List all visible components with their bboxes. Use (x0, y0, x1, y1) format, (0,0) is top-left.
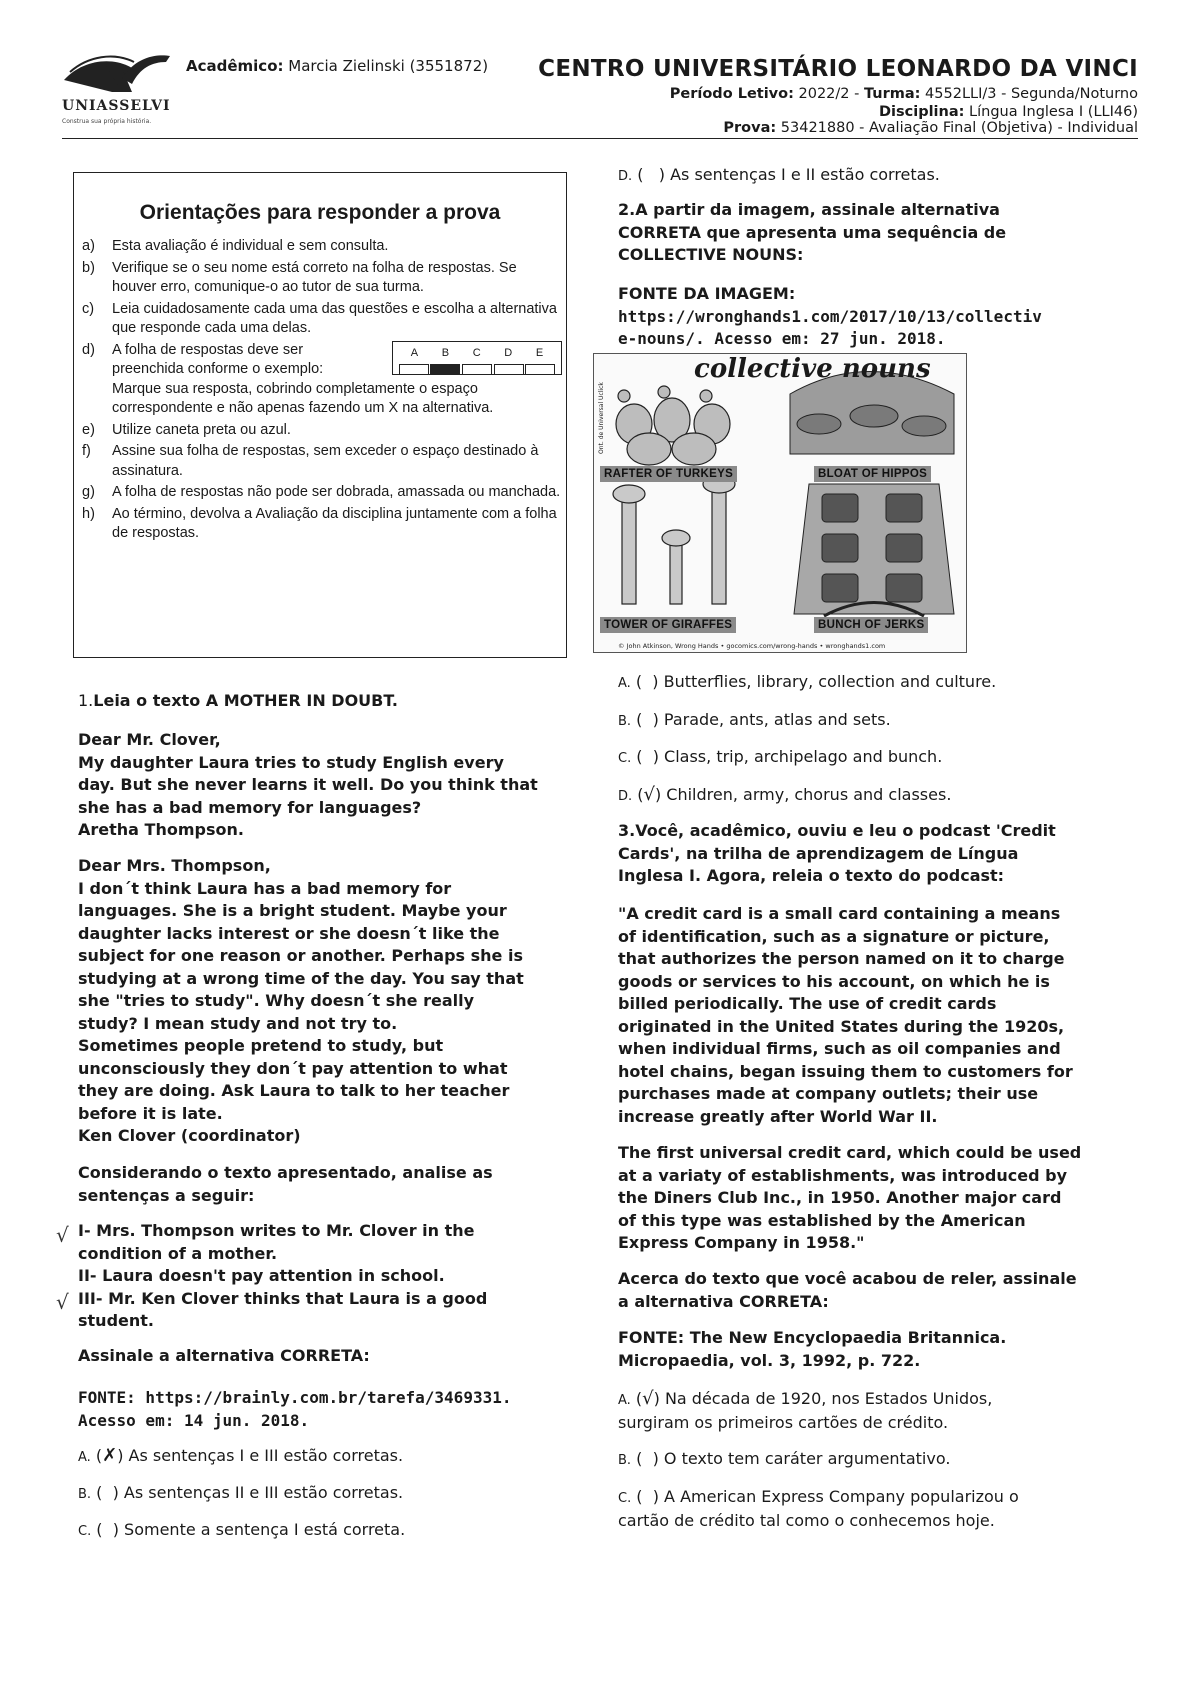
q3-prompt (618, 820, 1138, 888)
q1-source (78, 1387, 511, 1432)
option-text: Somente a sentença I está correta. (124, 1520, 406, 1539)
text-line: Dear Mrs. Thompson, (78, 856, 271, 875)
answer-sample (392, 341, 562, 375)
exam-line (723, 120, 1138, 136)
instruction-text: preenchida conforme o exemplo: (112, 361, 324, 377)
text-line: Sometimes people pretend to study, but (78, 1036, 444, 1055)
text-line: I don´t think Laura has a bad memory for (78, 878, 452, 898)
discipline-line (879, 104, 1138, 120)
q3-quote-2 (618, 1142, 1163, 1255)
text-line: Express Company in 1958." (618, 1233, 865, 1252)
instruction-key: f) (82, 443, 91, 459)
text-line: purchases made at company outlets; their use (618, 1084, 1039, 1103)
q2-option-c[interactable]: C. ( ) Class, trip, archipelago and bunch. (618, 747, 943, 766)
header-divider (62, 138, 1138, 139)
instruction-text: Ao término, devolva a Avaliação da disciplina juntamente com a folha de respostas. (112, 505, 557, 541)
exam-label: Prova: (723, 120, 777, 136)
q2-source (618, 283, 1158, 351)
cartoon-label: BUNCH OF JERKS (814, 617, 928, 633)
instruction-key: a) (82, 238, 95, 254)
q3-option-a[interactable]: A. (√) Na década de 1920, nos Estados Unidos, surgiram os primeiros cartões de crédito. (618, 1388, 993, 1432)
option-letter: A. (618, 676, 631, 691)
text-line: Micropaedia, vol. 3, 1992, p. 722. (618, 1350, 921, 1370)
option-text: cartão de crédito tal como o conhecemos hoje. (618, 1511, 995, 1530)
text-line: at a variaty of establishments, was introduced by (618, 1165, 1068, 1185)
instruction-text: A folha de respostas deve ser (112, 341, 304, 358)
cartoon-label: TOWER OF GIRAFFES (600, 617, 736, 633)
check-mark-icon: √ (56, 1223, 69, 1247)
text-line: languages. She is a bright student. Maybe your (78, 901, 507, 920)
logo-slogan: Construa sua própria história. (62, 118, 152, 125)
instruction-text: A folha de respostas não pode ser dobrada, amassada ou manchada. (112, 484, 561, 500)
instruction-item (82, 442, 562, 481)
q1-sentence-1 (78, 1220, 598, 1265)
instruction-item (82, 300, 562, 339)
cartoon-credit: © John Atkinson, Wrong Hands • gocomics.com/wrong-hands • wronghands1.com (618, 642, 886, 650)
q3-quote-1 (618, 903, 1163, 1128)
logo-name: UNIASSELVI (62, 98, 171, 114)
text-line: sentenças a seguir: (78, 1185, 255, 1205)
check-mark-icon: √ (642, 1388, 654, 1409)
sample-box (399, 364, 429, 375)
instruction-key: c) (82, 300, 95, 317)
q2-option-b[interactable]: B. ( ) Parade, ants, atlas and sets. (618, 710, 891, 729)
cartoon-illustration (594, 354, 968, 654)
instruction-key: e) (82, 421, 95, 438)
text-line: Dear Mr. Clover, (78, 730, 221, 749)
option-letter: C. (618, 751, 632, 766)
text-line: she "tries to study". Why doesn´t she really (78, 991, 475, 1010)
option-text: As sentenças I e II estão corretas. (670, 165, 940, 184)
text-line: daughter lacks interest or she doesn´t like the (78, 923, 500, 943)
q3-option-b[interactable]: B. ( ) O texto tem caráter argumentativo. (618, 1449, 951, 1468)
uniasselvi-logo (62, 50, 182, 130)
q2-option-a[interactable]: A. ( ) Butterflies, library, collection and culture. (618, 672, 997, 691)
text-line: unconsciously they don´t pay attention to what (78, 1058, 508, 1078)
text-line: Acerca do texto que você acabou de reler, assinale (618, 1269, 1077, 1288)
q1-option-b[interactable]: B. ( ) As sentenças II e III estão corretas. (78, 1483, 404, 1502)
option-text: Na década de 1920, nos Estados Unidos, (664, 1389, 993, 1408)
student-value: Marcia Zielinski (3551872) (288, 57, 489, 75)
text-line: before it is late. (78, 1103, 223, 1123)
text-line: The first universal credit card, which could be used (618, 1143, 1082, 1162)
text-line: e-nouns/. Acesso em: 27 jun. 2018. (618, 329, 946, 348)
period-line: Período Letivo: 2022/2 - Turma: 4552LLI/3 - Segunda/Noturno (669, 86, 1138, 102)
q1-option-c[interactable]: C. ( ) Somente a sentença I está correta. (78, 1520, 406, 1539)
logo-mark-icon (62, 50, 172, 96)
answer-sample-letters (393, 342, 561, 364)
text-line: Acesso em: 14 jun. 2018. (78, 1410, 310, 1430)
option-text: As sentenças II e III estão corretas. (123, 1483, 404, 1502)
student-line (186, 57, 488, 75)
instruction-text: Utilize caneta preta ou azul. (112, 421, 291, 438)
q1-letter-2 (78, 855, 598, 1148)
instruction-item (82, 259, 562, 298)
text-line: FONTE DA IMAGEM: (618, 284, 796, 303)
sample-letter: B (441, 346, 450, 359)
text-line: they are doing. Ask Laura to talk to her teacher (78, 1081, 510, 1100)
instruction-text: Verifique se o seu nome está correto na folha de respostas. Se houver erro, comunique-o ao tutor de sua turma. (112, 259, 517, 295)
text-line: the Diners Club Inc., in 1950. Another major card (618, 1188, 1062, 1207)
q1-option-d[interactable]: D. ( ) As sentenças I e II estão corretas. (618, 165, 940, 184)
text-line: that authorizes the person named on it to charge (618, 949, 1065, 968)
cartoon-label: BLOAT OF HIPPOS (814, 466, 931, 482)
instruction-item (82, 505, 562, 544)
period-label: Período Letivo: (669, 86, 794, 102)
option-text: Class, trip, archipelago and bunch. (664, 747, 943, 766)
text-line: condition of a mother. (78, 1243, 278, 1263)
text-line: FONTE: The New Encyclopaedia Britannica. (618, 1328, 1007, 1347)
option-letter: C. (78, 1524, 92, 1539)
text-line: My daughter Laura tries to study English every (78, 752, 504, 772)
sample-letter: D (504, 346, 513, 359)
option-text: Butterflies, library, collection and culture. (663, 672, 997, 691)
q1-title-prefix: Leia o texto (93, 691, 206, 710)
class-value: 4552LLI/3 - Segunda/Noturno (925, 86, 1138, 102)
period-value: 2022/2 (798, 86, 850, 102)
instruction-text: Esta avaliação é individual e sem consulta. (112, 238, 389, 254)
discipline-label: Disciplina: (879, 104, 965, 120)
text-line: billed periodically. The use of credit cards (618, 994, 997, 1013)
sample-box (494, 364, 524, 375)
text-line: of identification, such as a signature or picture, (618, 926, 1050, 946)
q1-title-bold: A MOTHER IN DOUBT. (205, 691, 398, 710)
text-line: she has a bad memory for languages? (78, 797, 422, 817)
text-line: a alternativa CORRETA: (618, 1291, 829, 1311)
text-line: day. But she never learns it well. Do you think that (78, 775, 538, 794)
text-line: subject for one reason or another. Perhaps she is (78, 946, 523, 965)
sample-letter: A (410, 346, 419, 359)
sample-letter: E (535, 346, 544, 359)
option-letter: D. (618, 169, 633, 184)
instructions-box (73, 172, 567, 658)
q2-option-d[interactable]: D. (√) Children, army, chorus and classes. (618, 784, 952, 805)
text-line: hotel chains, began issuing them to customers for (618, 1061, 1073, 1081)
check-mark-icon: √ (643, 784, 655, 805)
text-line: Aretha Thompson. (78, 820, 244, 839)
text-line: study? I mean study and not try to. (78, 1013, 398, 1033)
option-text: Parade, ants, atlas and sets. (663, 710, 891, 729)
q1-sentence-2 (78, 1265, 598, 1288)
option-letter: A. (618, 1393, 631, 1408)
q3-instruction (618, 1268, 1163, 1313)
q1-letter-1 (78, 729, 598, 842)
option-text: surgiram os primeiros cartões de crédito. (618, 1413, 949, 1432)
instruction-text: Leia cuidadosamente cada uma das questões e escolha a alternativa que responde cada uma delas. (112, 300, 557, 336)
sample-box (525, 364, 555, 375)
instructions-list (82, 237, 562, 546)
instruction-key: d) (82, 341, 95, 358)
option-text: Children, army, chorus and classes. (666, 785, 952, 804)
instruction-item (82, 341, 562, 419)
text-line: Considerando o texto apresentado, analise as (78, 1163, 493, 1182)
q1-option-a[interactable]: A. (✗) As sentenças I e III estão corretas. (78, 1445, 404, 1466)
text-line: student. (78, 1311, 154, 1330)
instructions-title: Orientações para responder a prova (139, 201, 501, 224)
instruction-key: h) (82, 505, 95, 522)
option-text: A American Express Company popularizou o (664, 1487, 1019, 1506)
option-letter: B. (618, 714, 632, 729)
text-line: A partir da imagem, assinale alternativa (635, 200, 1000, 219)
instruction-item (82, 421, 562, 441)
text-line: CORRETA que apresenta uma sequência de (618, 222, 1007, 242)
x-mark-icon: ✗ (102, 1445, 118, 1466)
text-line: Inglesa I. Agora, releia o texto do podcast: (618, 866, 1005, 885)
text-line: Cards', na trilha de aprendizagem de Língua (618, 843, 1019, 863)
instruction-text: Marque sua resposta, cobrindo completamente o espaço correspondente e não apenas fazendo um X na alternativa. (112, 380, 494, 416)
institution-name: CENTRO UNIVERSITÁRIO LEONARDO DA VINCI (538, 56, 1138, 82)
class-label: Turma: (863, 86, 921, 102)
cartoon-side-text: Ont. de Universal Uclick (598, 382, 605, 454)
q2-prompt (618, 199, 1138, 267)
text-line: Ken Clover (coordinator) (78, 1126, 301, 1145)
text-line: "A credit card is a small card containing a means (618, 904, 1061, 923)
option-letter: D. (618, 789, 633, 804)
q1-sentences (78, 1220, 598, 1333)
text-line: II- Laura doesn't pay attention in school. (78, 1266, 445, 1285)
exam-value: 53421880 - Avaliação Final (Objetiva) - Individual (780, 120, 1138, 136)
sample-box (462, 364, 492, 375)
q3-option-c[interactable]: C. ( ) A American Express Company popularizou o cartão de crédito tal como o conhecemos hoje. (618, 1487, 1019, 1530)
sample-letter: C (472, 346, 481, 359)
text-line: originated in the United States during the 1920s, (618, 1016, 1065, 1036)
option-text: O texto tem caráter argumentativo. (663, 1449, 951, 1468)
option-letter: B. (618, 1453, 632, 1468)
text-line: I- Mrs. Thompson writes to Mr. Clover in the (78, 1221, 475, 1240)
discipline-value: Língua Inglesa I (LLI46) (969, 104, 1138, 120)
text-line: of this type was established by the American (618, 1210, 1026, 1230)
instruction-text: Assine sua folha de respostas, sem exceder o espaço destinado à assinatura. (112, 443, 539, 479)
q1-number: 1. (78, 691, 94, 710)
check-mark-icon: √ (56, 1290, 69, 1314)
text-line: III- Mr. Ken Clover thinks that Laura is a good (78, 1288, 488, 1308)
text-line: goods or services to his account, on which he is (618, 971, 1050, 991)
q2-number: 2. (618, 200, 636, 219)
text-line: COLLECTIVE NOUNS: (618, 245, 804, 264)
q1-prompt (78, 1162, 598, 1207)
text-line: increase greatly after World War II. (618, 1106, 938, 1126)
text-line: Você, acadêmico, ouviu e leu o podcast 'Credit (635, 821, 1056, 840)
option-letter: B. (78, 1487, 92, 1502)
option-letter: C. (618, 1491, 632, 1506)
text-line: studying at a wrong time of the day. You say that (78, 968, 524, 988)
text-line: https://wronghands1.com/2017/10/13/collectiv (618, 306, 1042, 326)
q1-sentence-3 (78, 1288, 598, 1333)
q3-number: 3. (618, 821, 636, 840)
collective-nouns-cartoon (593, 353, 967, 653)
option-text: As sentenças I e III estão corretas. (128, 1446, 404, 1465)
q1-instruction: Assinale a alternativa CORRETA: (78, 1346, 370, 1365)
instruction-item (82, 483, 562, 503)
instruction-item (82, 237, 562, 257)
instruction-key: g) (82, 484, 95, 500)
cartoon-label: RAFTER OF TURKEYS (600, 466, 737, 482)
sample-box-filled (430, 364, 460, 375)
text-line: when individual firms, such as oil companies and (618, 1039, 1061, 1058)
answer-sample-boxes (393, 363, 561, 375)
q3-source (618, 1327, 1163, 1372)
text-line: FONTE: https://brainly.com.br/tarefa/3469331. (78, 1388, 512, 1407)
option-letter: A. (78, 1450, 91, 1465)
q1-title (78, 690, 578, 713)
cartoon-title: collective nouns (694, 354, 931, 384)
instruction-key: b) (82, 259, 95, 276)
student-label: Acadêmico: (186, 57, 284, 75)
